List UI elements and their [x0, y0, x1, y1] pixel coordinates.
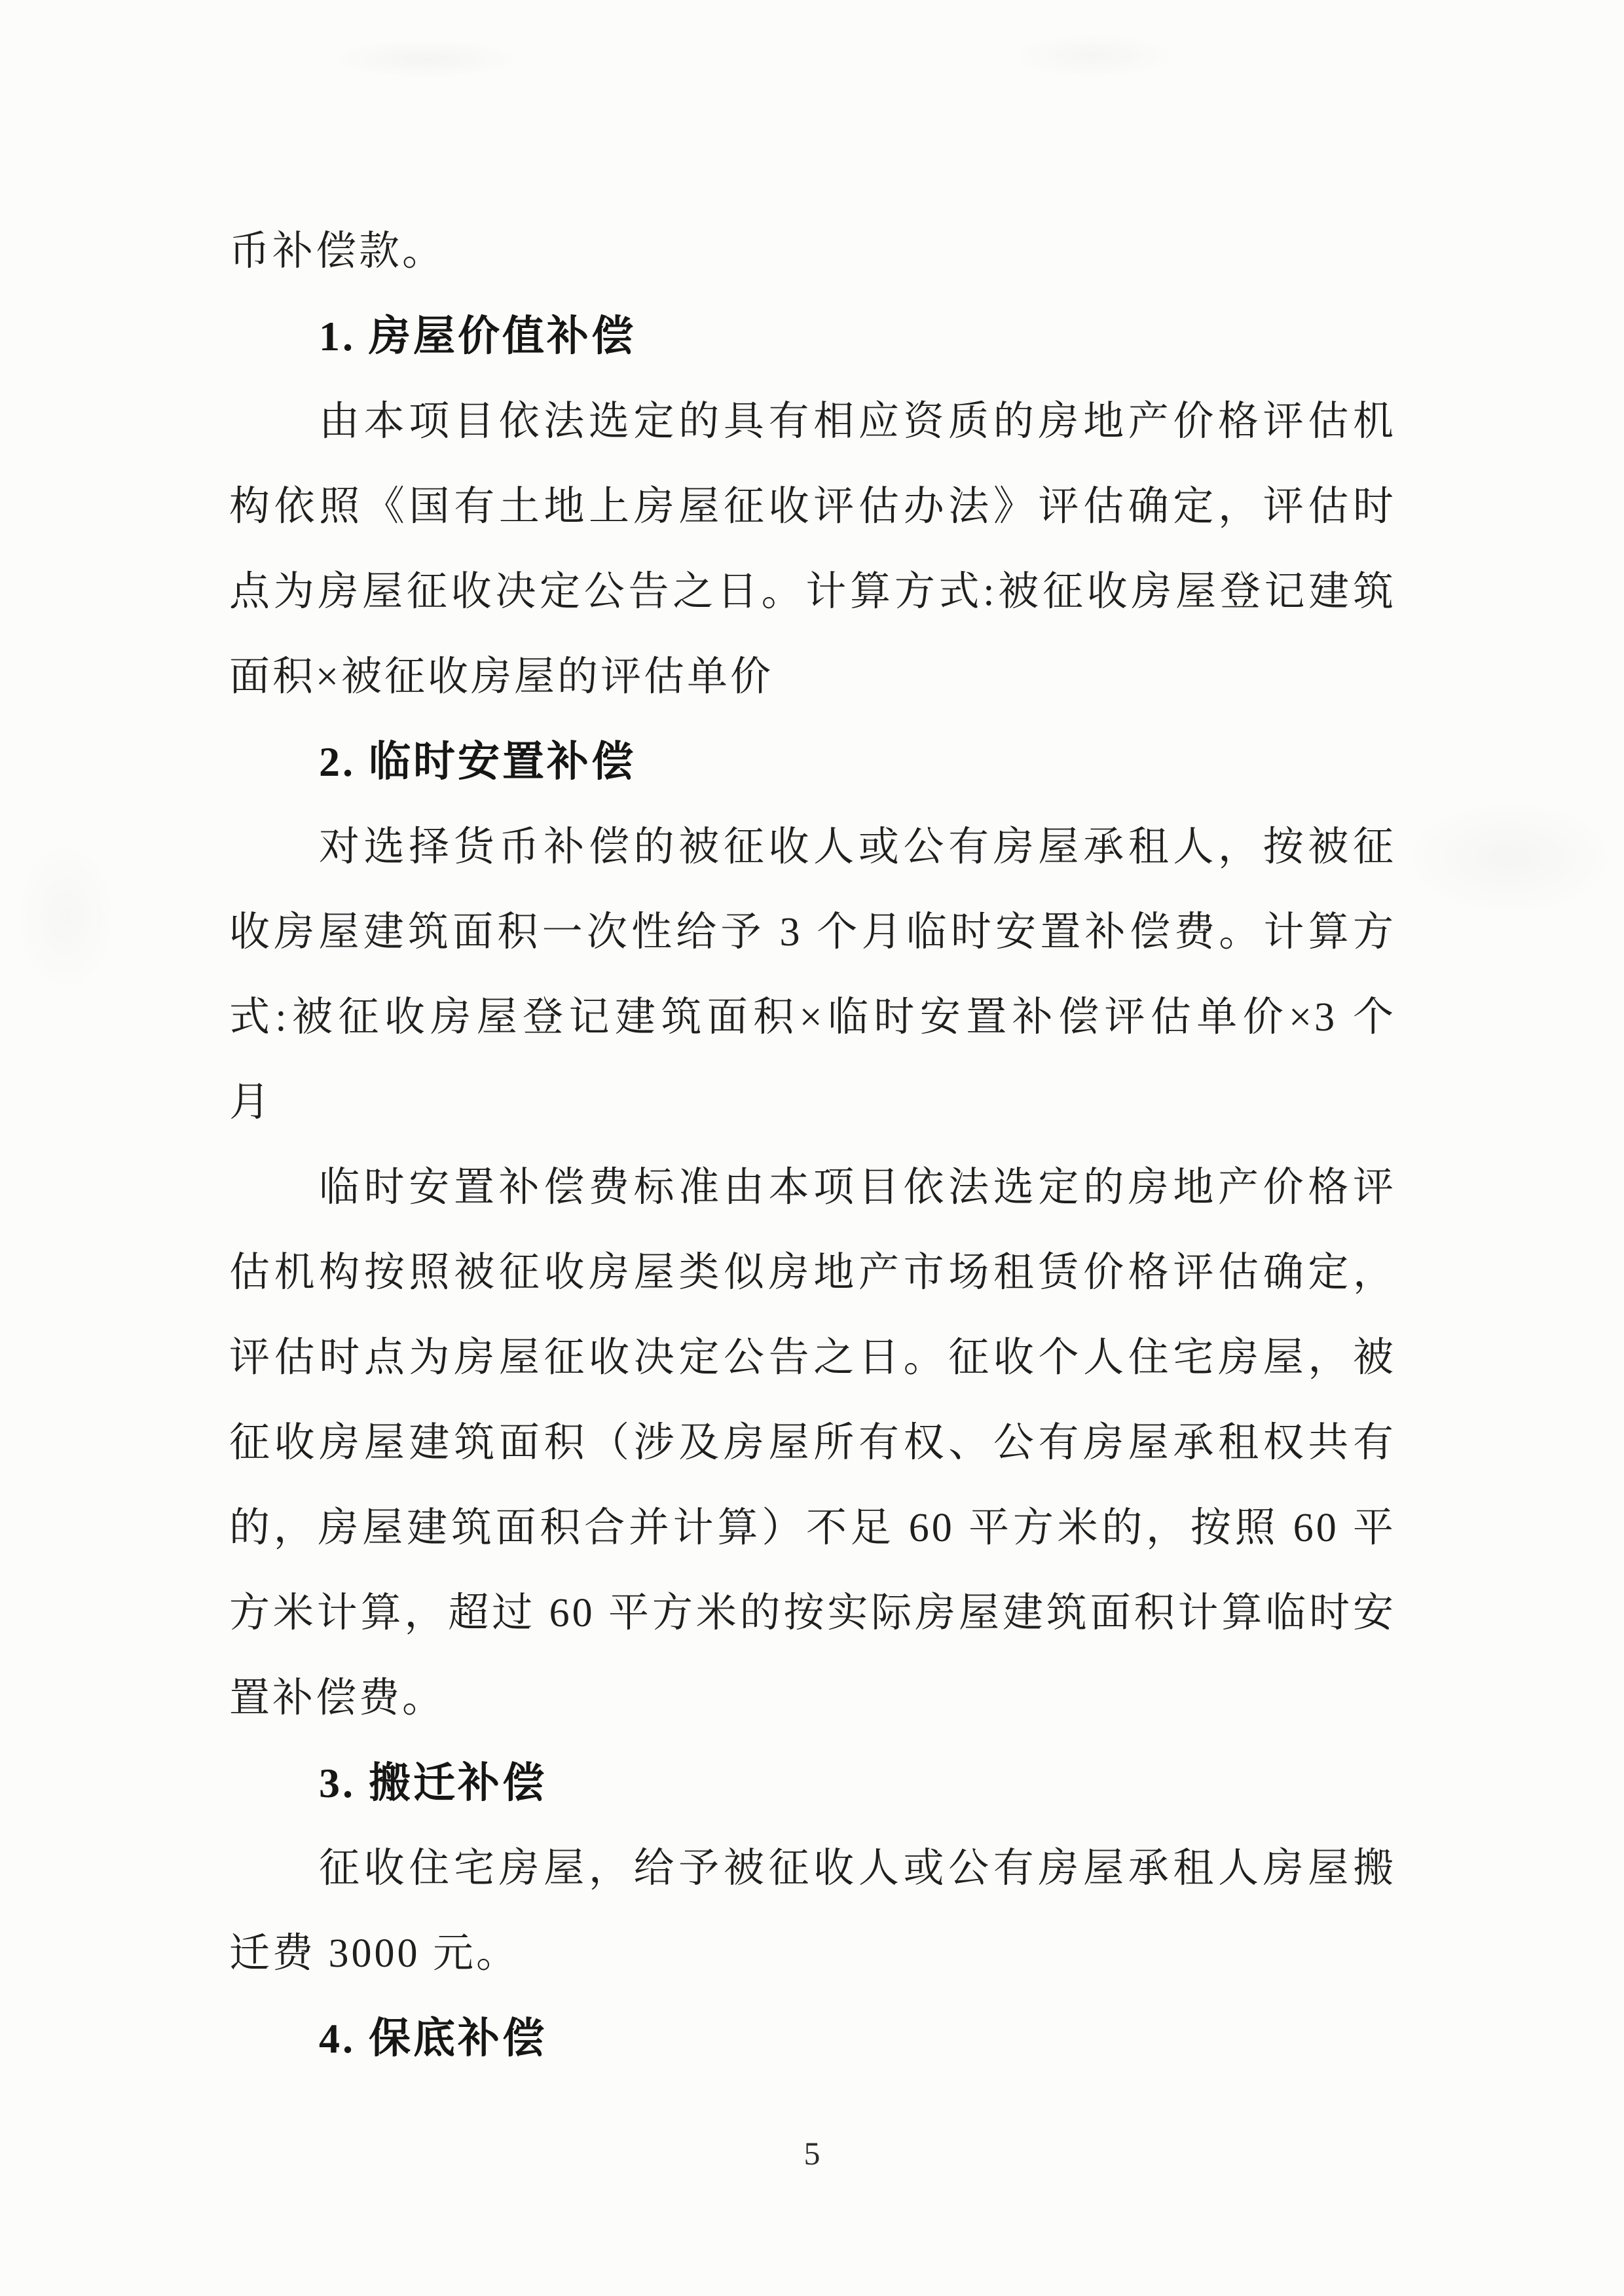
- section-heading-3-relocation: 3. 搬迁补偿: [319, 1760, 547, 1806]
- page-number: 5: [803, 2135, 821, 2172]
- doc-line: 征收住宅房屋，给予被征收人或公有房屋承租人房屋搬: [319, 1846, 1396, 1891]
- section-heading-2-temporary-resettlement: 2. 临时安置补偿: [319, 738, 636, 785]
- doc-line: 方米计算，超过 60 平方米的按实际房屋建筑面积计算临时安: [229, 1591, 1396, 1635]
- doc-line: 由本项目依法选定的具有相应资质的房地产价格评估机: [319, 399, 1396, 444]
- doc-line: 评估时点为房屋征收决定公告之日。征收个人住宅房屋，被: [229, 1336, 1396, 1380]
- doc-line: 临时安置补偿费标准由本项目依法选定的房地产价格评: [319, 1165, 1396, 1210]
- doc-line: 征收房屋建筑面积（涉及房屋所有权、公有房屋承租权共有: [229, 1421, 1396, 1465]
- scan-smudge: [1401, 799, 1617, 917]
- scan-smudge: [13, 838, 118, 995]
- doc-line-continuation: 币补偿款。: [229, 229, 446, 274]
- section-heading-4-guaranteed-minimum: 4. 保底补偿: [319, 2015, 547, 2062]
- doc-line: 的，房屋建筑面积合并计算）不足 60 平方米的，按照 60 平: [229, 1506, 1396, 1550]
- scan-smudge: [1008, 33, 1179, 79]
- doc-line: 置补偿费。: [229, 1676, 446, 1721]
- doc-line: 对选择货币补偿的被征收人或公有房屋承租人，按被征: [319, 825, 1396, 869]
- doc-line: 迁费 3000 元。: [229, 1931, 520, 1976]
- scan-smudge: [327, 39, 524, 79]
- doc-line: 收房屋建筑面积一次性给予 3 个月临时安置补偿费。计算方: [229, 910, 1396, 955]
- section-heading-1-house-value: 1. 房屋价值补偿: [319, 313, 636, 359]
- document-body: [229, 209, 1396, 2081]
- doc-line: 月: [229, 1080, 273, 1125]
- doc-line: 估机构按照被征收房屋类似房地产市场租赁价格评估确定，: [229, 1250, 1396, 1295]
- doc-line: 构依照《国有土地上房屋征收评估办法》评估确定，评估时: [229, 484, 1396, 529]
- doc-line: 面积×被征收房屋的评估单价: [229, 655, 773, 699]
- doc-line: 式:被征收房屋登记建筑面积×临时安置补偿评估单价×3 个: [229, 995, 1396, 1040]
- doc-line: 点为房屋征收决定公告之日。计算方式:被征收房屋登记建筑: [229, 570, 1396, 614]
